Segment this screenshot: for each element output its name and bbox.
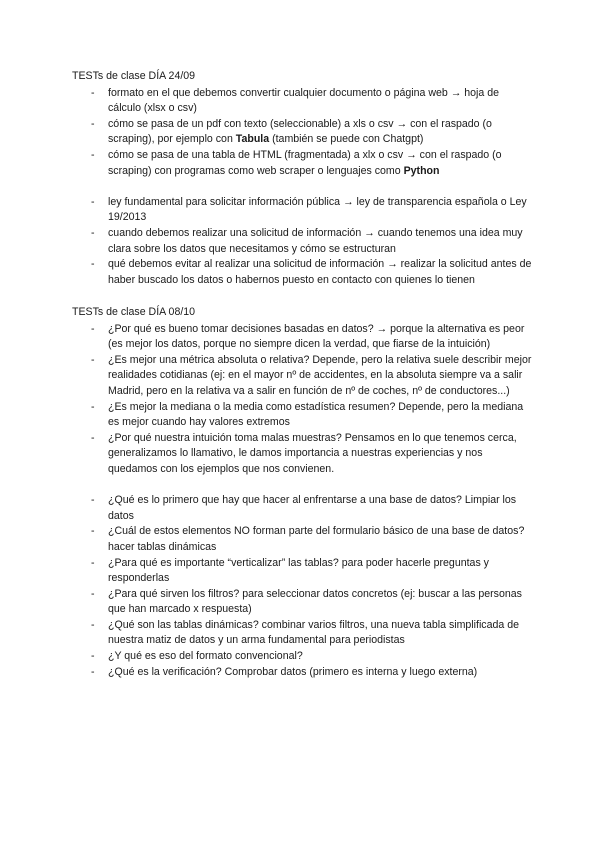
list-item [72,493,532,524]
list-item [72,431,532,478]
bullet-dash: - [91,618,95,631]
list-item-text: formato en el que debemos convertir cualquier documento o página web → hoja de cálculo (xlsx o csv) [108,86,500,115]
list-item-text: ¿Por qué nuestra intuición toma malas muestras? Pensamos en lo que tenemos cerca, generalizamos lo llamativo, le damos importancia a nuestras experiencias y nos quedamos con los ejemplos que nos convienen. [108,431,517,475]
bullet-dash: - [91,556,95,569]
list-item [72,400,532,431]
bold-term: Python [403,164,440,177]
list-item-text [108,149,502,177]
bullet-dash: - [91,322,95,335]
list-item [72,665,532,681]
list-item-text: qué debemos evitar al realizar una solicitud de información → realizar la solicitud antes de haber buscado los datos o habernos puesto en contacto con quienes lo tienen [108,258,532,286]
list-item [72,148,532,179]
list-item [72,86,532,117]
item-list [72,322,532,681]
bullet-dash: - [91,587,95,600]
bullet-dash: - [91,494,95,507]
bullet-dash: - [91,525,95,538]
bullet-dash: - [91,650,95,663]
list-item [72,556,532,587]
list-item [72,587,532,618]
bullet-dash: - [91,400,95,413]
list-item-text: ¿Cuál de estos elementos NO forman parte del formulario básico de una base de datos? hacer tablas dinámicas [108,525,525,553]
bullet-dash: - [91,353,95,366]
section-test-24-09 [72,69,532,288]
list-item-text: cuando debemos realizar una solicitud de información → cuando tenemos una idea muy clara sobre los datos que necesitamos y cómo se estructuran [108,226,523,255]
list-item [72,649,532,665]
section-title: TESTs de clase DÍA 08/10 [72,306,196,318]
list-item-text: ¿Es mejor una métrica absoluta o relativa? Depende, pero la relativa suele describir mejor realidades cotidianas (ej: en el mayor nº de accidentes, en la absoluta siempre va a salir Madrid, pero en la relativa va a salir en función de nº de coches, nº de conductores...) [108,353,532,397]
text-segment: cómo se pasa de una tabla de HTML (fragmentada) a xlx o csv → con el raspado (o scraping) con programas como web scraper o lenguajes como [108,148,502,177]
list-item-text: ¿Qué es lo primero que hay que hacer al enfrentarse a una base de datos? Limpiar los datos [108,494,517,522]
bullet-dash: - [91,195,95,208]
list-item [72,117,532,148]
list-item [72,322,532,353]
item-list [72,86,532,289]
bold-term: Tabula [235,133,270,146]
list-item-text: ¿Es mejor la mediana o la media como estadística resumen? Depende, pero la mediana es mejor cuando hay valores extremos [108,400,524,429]
text-segment: (también se puede con Chatgpt) [269,133,424,146]
list-item [72,524,532,555]
bullet-dash: - [91,117,95,130]
list-item-text: ¿Qué son las tablas dinámicas? combinar varios filtros, una nueva tabla simplificada de nuestra matiz de datos y un arma fundamental para periodistas [108,618,520,647]
list-item-text: ¿Para qué sirven los filtros? para seleccionar datos concretos (ej: buscar a las personas que han marcado x respuesta) [108,587,522,616]
bullet-dash: - [91,431,95,444]
bullet-dash: - [91,148,95,161]
list-item-text: ¿Qué es la verificación? Comprobar datos (primero es interna y luego externa) [108,665,478,678]
list-item-text: ¿Para qué es importante “verticalizar” las tablas? para poder hacerle preguntas y responderlas [108,556,489,585]
list-item [72,257,532,288]
text-segment: cómo se pasa de un pdf con texto (seleccionable) a xls o csv → con el raspado (o scraping), por ejemplo con [108,117,492,146]
list-item-text [108,118,492,146]
list-item [72,195,532,226]
section-title: TESTs de clase DÍA 24/09 [72,70,196,82]
section-test-08-10 [72,305,532,680]
list-item-text: ley fundamental para solicitar información pública → ley de transparencia española o Ley 19/2013 [108,195,527,224]
list-item [72,618,532,649]
bullet-dash: - [91,258,95,271]
bullet-dash: - [91,86,95,99]
list-item [72,226,532,257]
bullet-dash: - [91,665,95,678]
list-item [72,353,532,400]
list-item-text: ¿Por qué es bueno tomar decisiones basadas en datos? → porque la alternativa es peor (es mejor los datos, porque no siempre dicen la verdad, que fiarse de la intuición) [108,322,525,351]
bullet-dash: - [91,226,95,239]
list-item-text: ¿Y qué es eso del formato convencional? [108,650,303,663]
